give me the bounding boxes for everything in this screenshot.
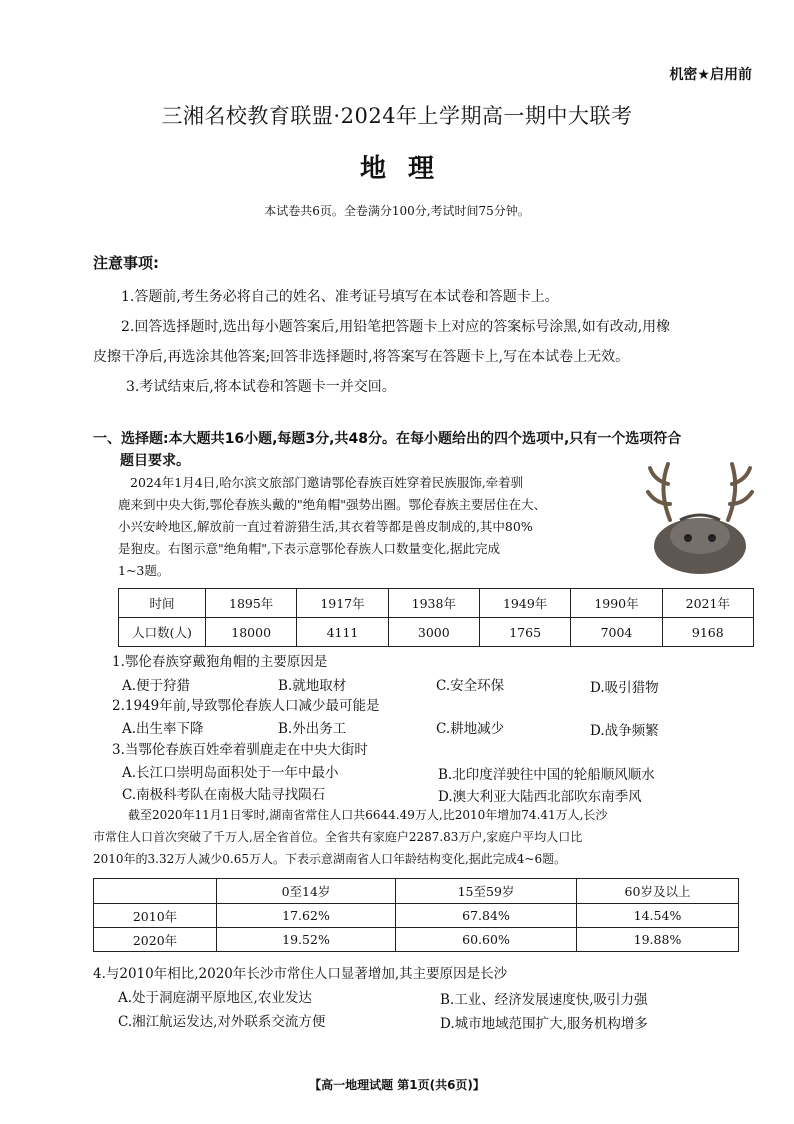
table-cell: 3000: [388, 618, 479, 647]
table-cell: 4111: [297, 618, 388, 647]
question-stem: 4.与2010年相比,2020年长沙市常住人口显著增加,其主要原因是长沙: [93, 966, 508, 982]
option: C.安全环保: [436, 678, 505, 694]
table-header-cell: 1895年: [206, 589, 297, 618]
table-header-cell: 2021年: [662, 589, 753, 618]
exam-info: 本试卷共6页。全卷满分100分,考试时间75分钟。: [264, 204, 530, 218]
table-header-cell: [94, 879, 217, 904]
material-line: 截至2020年11月1日零时,湖南省常住人口共6644.49万人,比2010年增加74.41万人,长沙: [128, 808, 608, 822]
option: C.南极科考队在南极大陆寻找陨石: [122, 787, 326, 803]
table-cell: 14.54%: [577, 904, 739, 928]
table-cell: 2010年: [94, 904, 217, 928]
notice-item: 1.答题前,考生务必将自己的姓名、准考证号填写在本试卷和答题卡上。: [121, 289, 559, 305]
section-heading: 一、选择题:本大题共16小题,每题3分,共48分。在每小题给出的四个选项中,只有一个选项符合: [93, 431, 682, 447]
table-cell: 19.52%: [217, 928, 396, 952]
option: B.就地取材: [278, 678, 347, 694]
table-cell: 67.84%: [396, 904, 577, 928]
option: D.城市地域范围扩大,服务机构增多: [440, 1016, 648, 1032]
material-line: 是狍皮。右图示意"绝角帽",下表示意鄂伦春族人口数量变化,据此完成: [118, 541, 500, 556]
antler-hat-image: [640, 460, 760, 578]
material-line: 2010年的3.32万人减少0.65万人。下表示意湖南省人口年龄结构变化,据此完成4~6题。: [93, 852, 567, 866]
question-stem: 3.当鄂伦春族百姓牵着驯鹿走在中央大街时: [112, 742, 368, 758]
option: C.湘江航运发达,对外联系交流方便: [118, 1014, 326, 1030]
table-header-cell: 15至59岁: [396, 879, 577, 904]
table-header-cell: 60岁及以上: [577, 879, 739, 904]
table-header-cell: 1938年: [388, 589, 479, 618]
question-stem: 2.1949年前,导致鄂伦春族人口减少最可能是: [112, 698, 380, 714]
option: D.澳大利亚大陆西北部吹东南季风: [438, 789, 642, 805]
table-cell: 19.88%: [577, 928, 739, 952]
table-cell: 1765: [479, 618, 570, 647]
notice-item: 2.回答选择题时,选出每小题答案后,用铅笔把答题卡上对应的答案标号涂黑,如有改动,用橡: [121, 319, 671, 335]
age-structure-table: [93, 878, 739, 952]
table-cell: 9168: [662, 618, 753, 647]
confidential-mark: 机密★启用前: [669, 67, 752, 83]
table-cell: 60.60%: [396, 928, 577, 952]
table-header-cell: 时间: [119, 589, 206, 618]
material-line: 小兴安岭地区,解放前一直过着游猎生活,其衣着等都是兽皮制成的,其中80%: [118, 519, 533, 534]
material-line: 市常住人口首次突破了千万人,居全省首位。全省共有家庭户2287.83万户,家庭户平均人口比: [93, 830, 583, 844]
option: C.耕地减少: [436, 721, 505, 737]
notice-heading: 注意事项:: [93, 254, 159, 272]
table-cell: 7004: [571, 618, 662, 647]
option: D.吸引猎物: [590, 680, 659, 696]
option: A.长江口崇明岛面积处于一年中最小: [122, 765, 339, 781]
population-table: [118, 588, 754, 647]
material-line: 鹿来到中央大街,鄂伦春族头戴的"绝角帽"强势出圈。鄂伦春族主要居住在大、: [118, 497, 546, 512]
table-cell: 17.62%: [217, 904, 396, 928]
option: D.战争频繁: [590, 723, 659, 739]
table-header-cell: 1990年: [571, 589, 662, 618]
table-cell: 18000: [206, 618, 297, 647]
subject-title: 地理: [359, 154, 456, 184]
option: A.便于狩猎: [122, 678, 191, 694]
material-line: 2024年1月4日,哈尔滨文旅部门邀请鄂伦春族百姓穿着民族服饰,牵着驯: [130, 475, 524, 490]
option: A.出生率下降: [122, 721, 204, 737]
section-heading-cont: 题目要求。: [120, 453, 190, 469]
question-stem: 1.鄂伦春族穿戴狍角帽的主要原因是: [112, 654, 328, 670]
material-line: 1~3题。: [118, 563, 170, 578]
notice-item: 皮擦干净后,再选涂其他答案;回答非选择题时,将答案写在答题卡上,写在本试卷上无效。: [93, 349, 630, 365]
notice-item: 3.考试结束后,将本试卷和答题卡一并交回。: [126, 379, 396, 395]
option: B.北印度洋驶往中国的轮船顺风顺水: [438, 767, 655, 783]
table-cell: 2020年: [94, 928, 217, 952]
table-header-cell: 0至14岁: [217, 879, 396, 904]
exam-title: 三湘名校教育联盟·2024年上学期高一期中大联考: [161, 104, 633, 128]
option: B.外出务工: [278, 721, 347, 737]
option: B.工业、经济发展速度快,吸引力强: [440, 992, 648, 1008]
table-cell: 人口数(人): [119, 618, 206, 647]
table-header-cell: 1917年: [297, 589, 388, 618]
page-footer: 【高一地理试题 第1页(共6页)】: [309, 1078, 485, 1092]
table-header-cell: 1949年: [479, 589, 570, 618]
option: A.处于洞庭湖平原地区,农业发达: [118, 990, 312, 1006]
